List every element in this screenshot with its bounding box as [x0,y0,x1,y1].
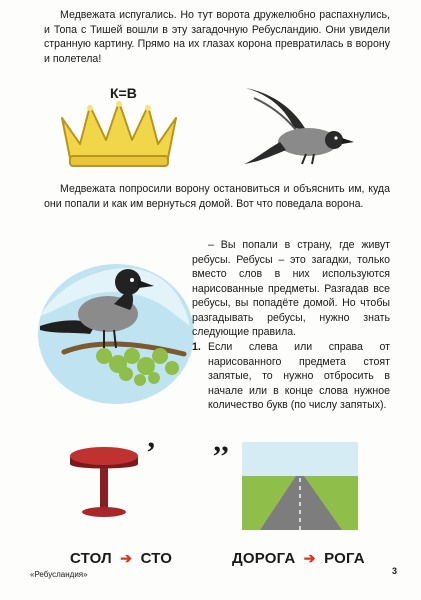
example-word-doroga [232,550,365,567]
word-to: РОГА [324,550,365,567]
example-word-stol [70,550,172,567]
crow-on-branch-icon [34,256,194,406]
crown-icon [56,100,182,170]
arrow-icon: ➔ [303,550,316,566]
intro-paragraph: Медвежата испугались. Но тут ворота дружелюбно распахнулись, и Топа с Тишей вошли в эту загадочную Ребусландию. Они увидели странную картину. Прямо на их глазах корона превратилась в ворону и полетела! [44,9,390,65]
page-number: 3 [391,566,397,576]
comma-mark: ’ [146,436,156,469]
word-to: СТО [140,550,173,567]
road-icon [212,438,360,532]
rule-text: Если слева или справа от нарисованного предмета стоят запятые, то нужно отбросить в начале или в конце слова нужное количество букв (по числу запятых). [208,341,390,411]
rule-1 [192,340,390,413]
rule-number: 1. [192,341,201,353]
double-comma-mark: ’’ [212,440,230,473]
book-title: «Ребусландия» [30,570,88,579]
second-paragraph: Медвежата попросили ворону остановиться и объяснить им, куда они попали и как им вернуться домой. Вот что поведала ворона. [44,183,390,210]
table-icon [66,436,176,526]
crow-flying-icon [236,84,356,174]
rebus-equation: К=В [110,85,137,101]
word-from: ДОРОГА [232,550,296,567]
arrow-icon: ➔ [120,550,133,566]
word-from: СТОЛ [70,550,112,567]
crow-speech-paragraph: – Вы попали в страну, где живут ребусы. Ребусы – это загадки, только вместо слов в них используются нарисованные предметы. Разгадав все ребусы, вы попадёте домой. Но чтобы разгадывать ребусы, нужно знать следующие правила. [192,239,390,338]
